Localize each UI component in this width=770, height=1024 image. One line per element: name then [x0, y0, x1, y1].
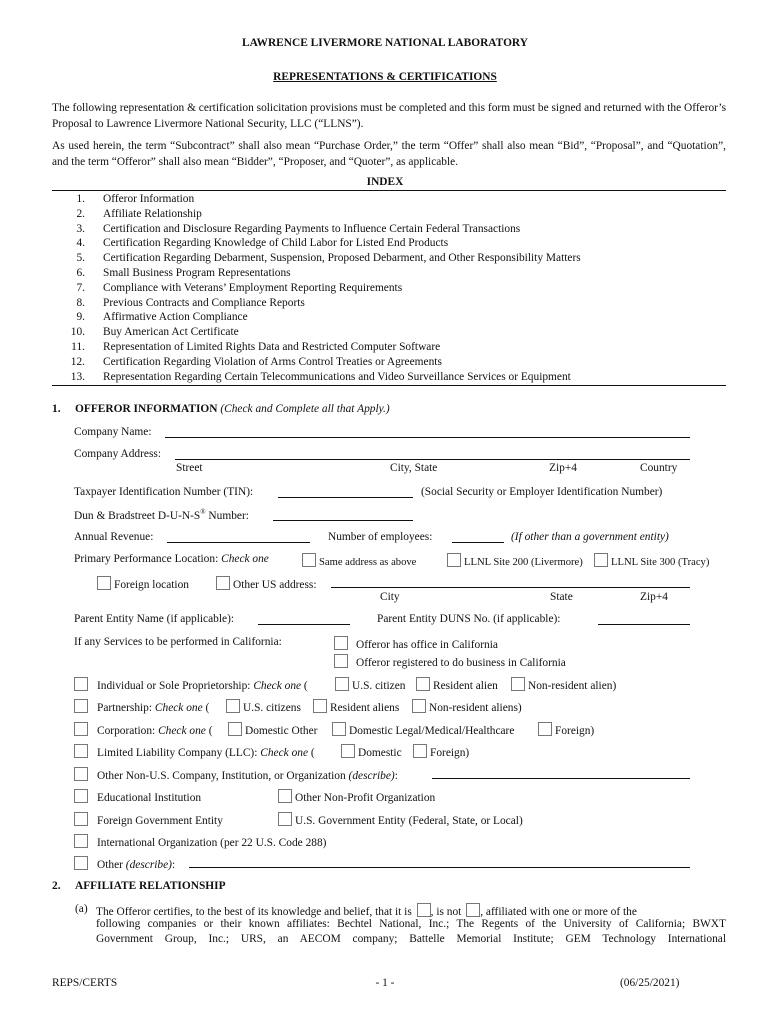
page-title: LAWRENCE LIVERMORE NATIONAL LABORATORY	[242, 37, 528, 49]
ppl-same-option[interactable]: Same address as above	[302, 553, 416, 568]
index-item-text: Buy American Act Certificate	[103, 326, 239, 339]
index-title: INDEX	[366, 176, 404, 188]
other-zip-caption: Zip+4	[640, 591, 668, 603]
affiliate-line-1: The Offeror certifies, to the best of its knowledge and belief, that it is , is not , affiliated with one or more of the	[96, 903, 726, 918]
parent-duns-field[interactable]	[598, 624, 690, 625]
affiliate-is-not-checkbox[interactable]	[466, 903, 480, 917]
index-item-text: Offeror Information	[103, 193, 195, 205]
foreign-gov-checkbox[interactable]	[74, 812, 88, 826]
other-nonus-checkbox[interactable]	[74, 767, 88, 781]
ca-office-option[interactable]: Offeror has office in California	[334, 636, 498, 651]
index-item-number: 2.	[76, 207, 85, 220]
ppl-site200-option[interactable]: LLNL Site 200 (Livermore)	[447, 553, 583, 568]
address-country-caption: Country	[640, 462, 678, 474]
index-item-text: Affirmative Action Compliance	[103, 311, 248, 324]
footer-left: REPS/CERTS	[52, 977, 118, 989]
company-address-field[interactable]	[175, 459, 690, 460]
other-nonprofit-option[interactable]: Other Non-Profit Organization	[278, 789, 435, 804]
index-item-number: 7.	[76, 281, 85, 294]
index-bottom-rule	[52, 385, 726, 386]
partnership-option[interactable]: Partnership: Check one (	[74, 699, 209, 714]
other-nonus-field[interactable]	[432, 778, 690, 779]
foreign-location-checkbox[interactable]	[97, 576, 111, 590]
index-item-text: Previous Contracts and Compliance Reports	[103, 296, 305, 309]
parent-name-label: Parent Entity Name (if applicable):	[74, 613, 235, 625]
domestic-legal-checkbox[interactable]	[332, 722, 346, 736]
index-item-text: Small Business Program Representations	[103, 267, 291, 279]
index-item-number: 5.	[76, 252, 85, 265]
company-name-field[interactable]	[165, 437, 690, 438]
intro-paragraph-1: The following representation & certification solicitation provisions must be completed and this form must be signed and returned with the Offeror’s Proposal to Lawrence Livermore National Security, LLC (“LLNS”).	[52, 102, 726, 130]
address-city-caption: City, State	[390, 462, 438, 474]
section-2-item-a: (a)	[75, 903, 88, 915]
us-gov-checkbox[interactable]	[278, 812, 292, 826]
employees-note: (If other than a government entity)	[511, 531, 669, 543]
other-checkbox[interactable]	[74, 856, 88, 870]
other-nonus-option[interactable]: Other Non-U.S. Company, Institution, or Organization (describe):	[74, 767, 398, 782]
other-option[interactable]: Other (describe):	[74, 856, 175, 871]
section-1-note: (Check and Complete all that Apply.)	[220, 403, 390, 415]
us-citizens-option[interactable]: U.S. citizens	[226, 699, 301, 714]
us-citizen-option[interactable]: U.S. citizen	[335, 677, 405, 692]
tin-note: (Social Security or Employer Identification Number)	[421, 486, 663, 498]
parent-duns-label: Parent Entity DUNS No. (if applicable):	[377, 613, 561, 625]
other-field[interactable]	[189, 867, 690, 868]
llc-domestic-checkbox[interactable]	[341, 744, 355, 758]
parent-name-field[interactable]	[258, 624, 350, 625]
index-item-number: 8.	[76, 296, 85, 309]
foreign-location-option[interactable]: Foreign location	[97, 576, 189, 591]
annual-revenue-field[interactable]	[167, 542, 310, 543]
index-item-number: 3.	[76, 222, 85, 235]
index-item-number: 1.	[76, 193, 85, 205]
section-2-title: AFFILIATE RELATIONSHIP	[75, 880, 226, 892]
tin-field[interactable]	[278, 497, 413, 498]
nonresident-alien-option[interactable]: Non-resident alien)	[511, 677, 616, 692]
annual-revenue-label: Annual Revenue:	[74, 531, 154, 543]
resident-aliens-checkbox[interactable]	[313, 699, 327, 713]
company-address-label: Company Address:	[74, 448, 162, 460]
llc-domestic-option[interactable]: Domestic	[341, 744, 402, 759]
llc-foreign-checkbox[interactable]	[413, 744, 427, 758]
company-name-label: Company Name:	[74, 426, 152, 438]
resident-alien-checkbox[interactable]	[416, 677, 430, 691]
index-item-number: 9.	[76, 311, 85, 324]
index-item-text: Representation of Limited Rights Data and Restricted Computer Software	[103, 341, 441, 353]
resident-alien-option[interactable]: Resident alien	[416, 677, 498, 692]
ppl-site200-checkbox[interactable]	[447, 553, 461, 567]
employees-field[interactable]	[452, 542, 504, 543]
other-city-caption: City	[380, 591, 400, 603]
ca-office-checkbox[interactable]	[334, 636, 348, 650]
employees-label: Number of employees:	[328, 531, 433, 543]
us-gov-option[interactable]: U.S. Government Entity (Federal, State, or Local)	[278, 812, 523, 827]
other-us-field[interactable]	[331, 587, 690, 588]
corp-foreign-checkbox[interactable]	[538, 722, 552, 736]
address-street-caption: Street	[176, 462, 203, 474]
section-1-heading	[75, 403, 390, 415]
international-checkbox[interactable]	[74, 834, 88, 848]
index-item-text: Compliance with Veterans’ Employment Reporting Requirements	[103, 281, 403, 294]
ca-registered-checkbox[interactable]	[334, 654, 348, 668]
address-zip-caption: Zip+4	[549, 462, 577, 474]
corp-foreign-option[interactable]: Foreign)	[538, 722, 594, 737]
llc-checkbox[interactable]	[74, 744, 88, 758]
page-number: - 1 -	[375, 977, 395, 989]
footer-date: (06/25/2021)	[620, 977, 680, 989]
corporation-option[interactable]: Corporation: Check one (	[74, 722, 213, 737]
index-item-number: 12.	[70, 355, 85, 368]
page-subtitle: REPRESENTATIONS & CERTIFICATIONS	[273, 71, 497, 83]
nonresident-aliens-checkbox[interactable]	[412, 699, 426, 713]
duns-label: Dun & Bradstreet D-U-N-S® Number:	[74, 508, 249, 522]
index-item-text: Affiliate Relationship	[103, 207, 202, 220]
foreign-gov-option[interactable]: Foreign Government Entity	[74, 812, 223, 827]
duns-field[interactable]	[273, 520, 413, 521]
index-top-rule	[52, 190, 726, 191]
other-nonprofit-checkbox[interactable]	[278, 789, 292, 803]
section-1-number: 1.	[52, 403, 61, 415]
domestic-other-option[interactable]: Domestic Other	[228, 722, 317, 737]
index-item-text: Representation Regarding Certain Telecommunications and Video Surveillance Services or Equipment	[103, 370, 571, 383]
nonresident-aliens-option[interactable]: Non-resident aliens)	[412, 699, 522, 714]
california-label: If any Services to be performed in California:	[74, 636, 282, 648]
index-item-text: Certification and Disclosure Regarding Payments to Influence Certain Federal Transactions	[103, 222, 521, 235]
index-item-text: Certification Regarding Debarment, Suspension, Proposed Debarment, and Other Responsibility Matters	[103, 252, 581, 265]
tin-label: Taxpayer Identification Number (TIN):	[74, 486, 254, 498]
other-state-caption: State	[550, 591, 573, 603]
partnership-checkbox[interactable]	[74, 699, 88, 713]
affiliate-is-checkbox[interactable]	[417, 903, 431, 917]
ppl-site300-option[interactable]: LLNL Site 300 (Tracy)	[594, 553, 709, 568]
ppl-label: Primary Performance Location: Check one	[74, 553, 269, 565]
nonresident-alien-checkbox[interactable]	[511, 677, 525, 691]
index-item-text: Certification Regarding Violation of Arms Control Treaties or Agreements	[103, 355, 442, 368]
ppl-site300-checkbox[interactable]	[594, 553, 608, 567]
educational-checkbox[interactable]	[74, 789, 88, 803]
section-2-number: 2.	[52, 880, 61, 892]
llc-option[interactable]: Limited Liability Company (LLC): Check one (	[74, 744, 315, 759]
index-item-number: 10.	[70, 326, 85, 339]
ppl-same-checkbox[interactable]	[302, 553, 316, 567]
llc-foreign-option[interactable]: Foreign)	[413, 744, 469, 759]
resident-aliens-option[interactable]: Resident aliens	[313, 699, 399, 714]
domestic-legal-option[interactable]: Domestic Legal/Medical/Healthcare	[332, 722, 514, 737]
sole-prop-option[interactable]: Individual or Sole Proprietorship: Check one (	[74, 677, 308, 692]
educational-option[interactable]: Educational Institution	[74, 789, 201, 804]
section-1-title: OFFEROR INFORMATION	[75, 403, 218, 415]
affiliate-line-3: Government Group, Inc.; URS, an AECOM company; Battelle Memorial Institute; GEM Technology International	[96, 933, 726, 945]
other-us-checkbox[interactable]	[216, 576, 230, 590]
index-item-number: 13.	[70, 370, 85, 383]
index-item-text: Certification Regarding Knowledge of Child Labor for Listed End Products	[103, 237, 449, 250]
ca-registered-option[interactable]: Offeror registered to do business in California	[334, 654, 566, 669]
us-citizen-checkbox[interactable]	[335, 677, 349, 691]
index-item-number: 11.	[71, 341, 85, 353]
domestic-other-checkbox[interactable]	[228, 722, 242, 736]
sole-prop-checkbox[interactable]	[74, 677, 88, 691]
affiliate-line-2: following companies or their known affiliates: Bechtel National, Inc.; The Regents of the University of California; BWXT	[96, 918, 726, 930]
index-item-number: 6.	[76, 267, 85, 279]
index-item-number: 4.	[76, 237, 85, 250]
other-us-option[interactable]: Other US address:	[216, 576, 317, 591]
corporation-checkbox[interactable]	[74, 722, 88, 736]
international-option[interactable]: International Organization (per 22 U.S. Code 288)	[74, 834, 326, 849]
us-citizens-checkbox[interactable]	[226, 699, 240, 713]
intro-paragraph-2: As used herein, the term “Subcontract” shall also mean “Purchase Order,” the term “Offer” shall also mean “Bid”, “Proposal”, and “Quotation”, and the term “Offeror” shall also mean “Bidder”, “Proposer, and “Quoter”, as applicable.	[52, 140, 726, 168]
